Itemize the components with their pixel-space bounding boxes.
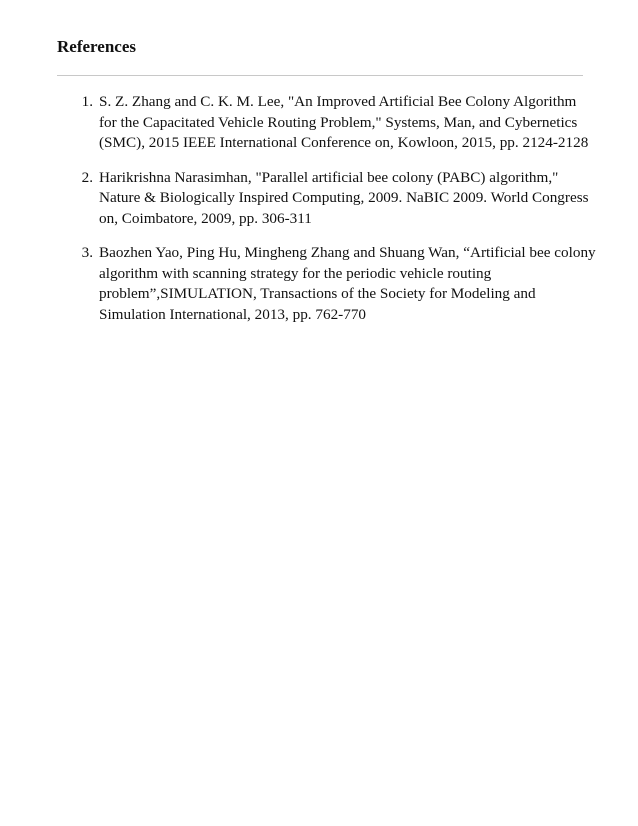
references-list — [57, 92, 597, 339]
references-heading: References — [57, 37, 136, 56]
reference-text: Harikrishna Narasimhan, "Parallel artificial bee colony (PABC) algorithm," Nature & Biologically Inspired Computing, 2009. NaBIC 2009. World Congress on, Coimbatore, 2009, pp. 306-311 — [99, 168, 589, 227]
reference-text: Baozhen Yao, Ping Hu, Mingheng Zhang and Shuang Wan, “Artificial bee colony algorithm with scanning strategy for the periodic vehicle routing problem”,SIMULATION, Transactions of the Society for Modeling and Simulation International, 2013, pp. 762-770 — [99, 244, 596, 323]
reference-number: 2. — [81, 168, 93, 186]
reference-text: S. Z. Zhang and C. K. M. Lee, "An Improved Artificial Bee Colony Algorithm for the Capacitated Vehicle Routing Problem," Systems, Man, and Cybernetics (SMC), 2015 IEEE International Conference on, Kowloon, 2015, pp. 2124-2128 — [99, 93, 589, 151]
reference-item — [57, 243, 597, 325]
reference-number: 3. — [81, 244, 93, 261]
heading-divider — [57, 75, 583, 76]
reference-item — [57, 92, 597, 154]
reference-item — [57, 168, 597, 230]
reference-number: 1. — [81, 93, 93, 110]
